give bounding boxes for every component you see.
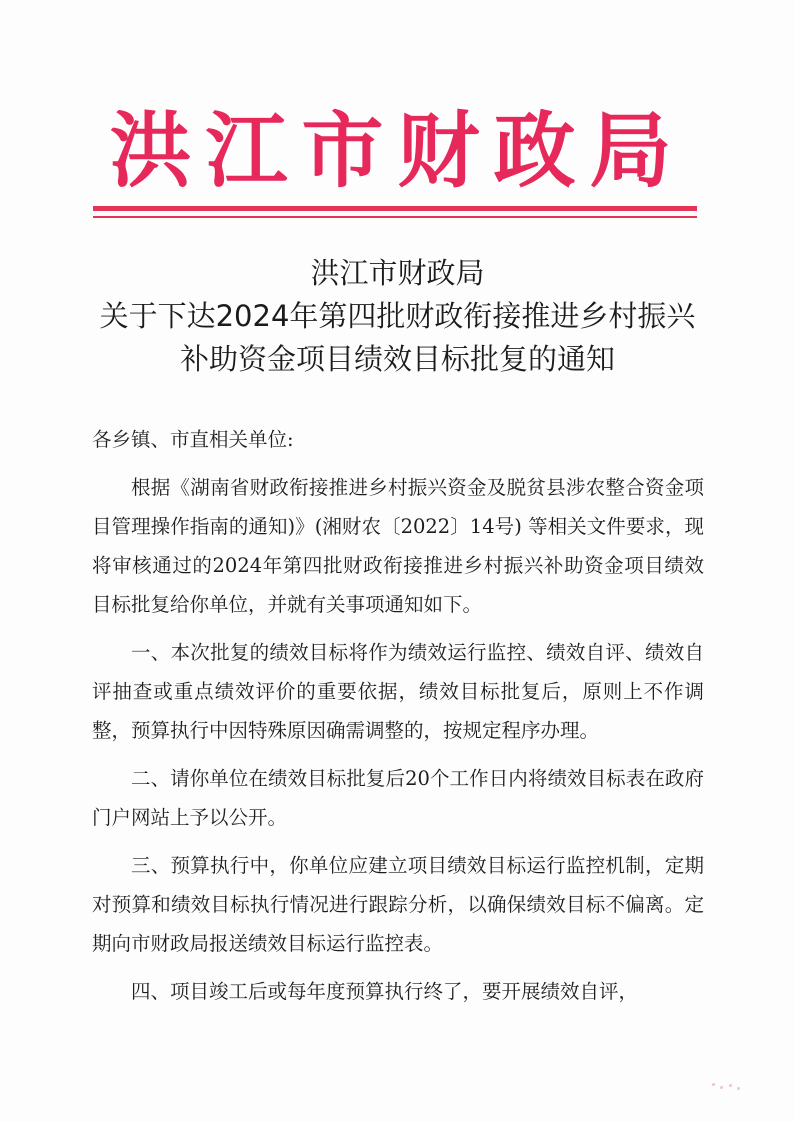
- paragraph-item-1: 一、本次批复的绩效目标将作为绩效运行监控、绩效自评、绩效自评抽查或重点绩效评价的重要依据，绩效目标批复后，原则上不作调整，预算执行中因特殊原因确需调整的，按规定程序办理。: [92, 641, 704, 742]
- masthead-rule-thin: [93, 216, 697, 218]
- title-line-subject: 关于下达2024年第四批财政衔接推进乡村振兴: [99, 299, 696, 333]
- masthead-title: 洪江市财政局: [109, 103, 686, 199]
- scan-speck-mark: [712, 1081, 742, 1091]
- paragraph-item-3: 三、预算执行中，你单位应建立项目绩效目标运行监控机制，定期对预算和绩效目标执行情况进行跟踪分析，以确保绩效目标不偏离。定期向市财政局报送绩效目标运行监控表。: [92, 854, 704, 955]
- salutation: 各乡镇、市直相关单位:: [92, 428, 294, 451]
- title-line-subject-cont: 补助资金项目绩效目标批复的通知: [179, 342, 615, 376]
- paragraph-item-4: 四、项目竣工后或每年度预算执行终了，要开展绩效自评，: [131, 980, 639, 1003]
- document-title: [60, 252, 735, 381]
- paragraph-intro: 根据《湖南省财政衔接推进乡村振兴资金及脱贫县涉农整合资金项目管理操作指南的通知)》(湘财农〔2022〕14号) 等相关文件要求，现将审核通过的2024年第四批财政衔接推进乡村振兴补助资金项目绩效目标批复给你单位，并就有关事项通知如下。: [92, 476, 704, 616]
- title-line-issuer: 洪江市财政局: [310, 256, 485, 290]
- masthead-rule-thick: [93, 206, 697, 211]
- paragraph-item-2: 二、请你单位在绩效目标批复后20个工作日内将绩效目标表在政府门户网站上予以公开。: [92, 767, 704, 829]
- document-body: [92, 420, 704, 1011]
